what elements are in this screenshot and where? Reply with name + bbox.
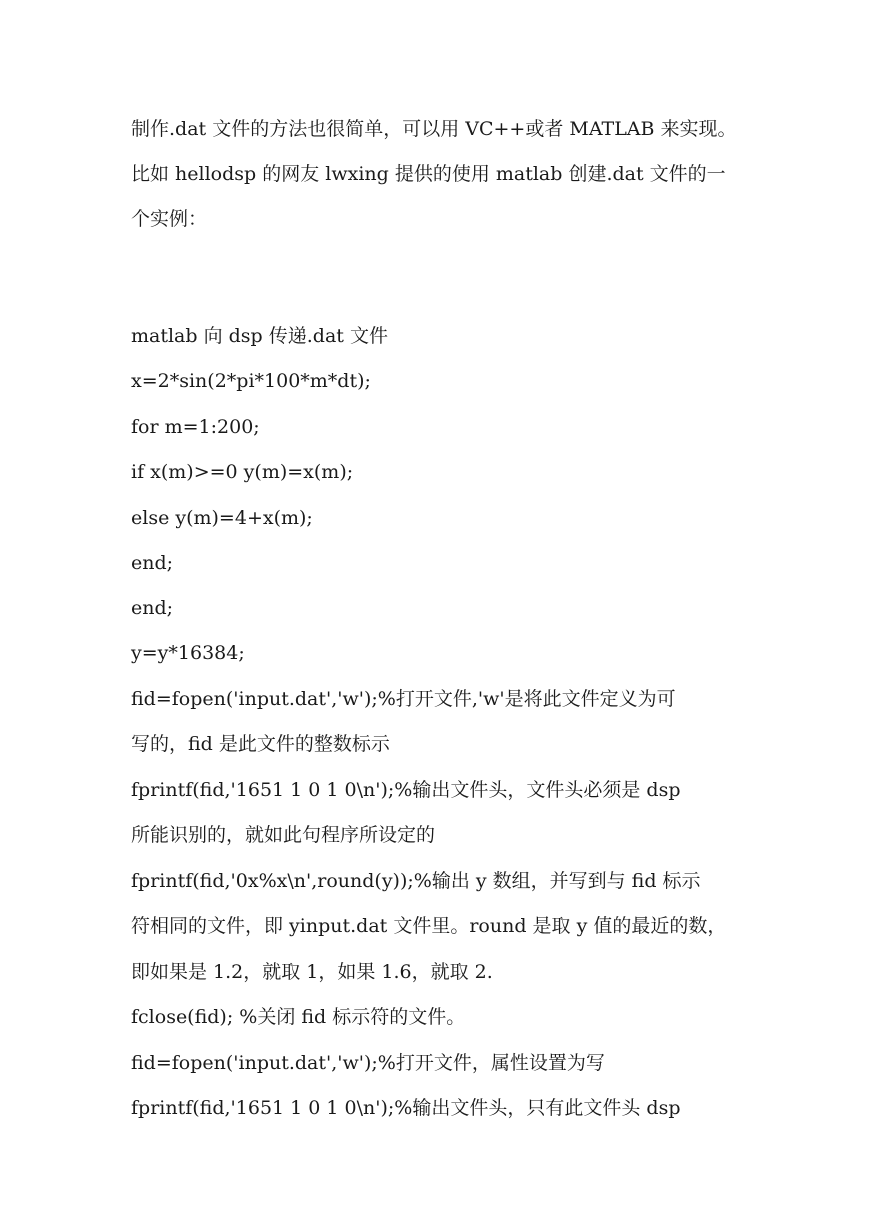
code-line: fprintf(fid,'1651 1 0 1 0\n');%输出文件头，文件头必须是 dsp	[131, 779, 681, 801]
code-line: fclose(fid); %关闭 fid 标示符的文件。	[131, 1006, 466, 1028]
text-line: 所能识别的，就如此句程序所设定的	[131, 824, 436, 846]
code-line: y=y*16384;	[131, 642, 245, 664]
text-line: 个实例：	[131, 208, 208, 230]
code-line: fid=fopen('input.dat','w');%打开文件，属性设置为写	[131, 1052, 605, 1074]
text-line: 即如果是 1.2，就取 1，如果 1.6，就取 2.	[131, 961, 493, 983]
code-line: x=2*sin(2*pi*100*m*dt);	[131, 370, 371, 392]
code-line: fid=fopen('input.dat','w');%打开文件,'w'是将此文件定义为可	[131, 688, 676, 710]
code-line: fprintf(fid,'0x%x\n',round(y));%输出 y 数组，并写到与 fid 标示	[131, 870, 701, 892]
code-line: if x(m)>=0 y(m)=x(m);	[131, 461, 354, 483]
text-line: 制作.dat 文件的方法也很简单，可以用 VC++或者 MATLAB 来实现。	[131, 118, 737, 140]
code-line: end;	[131, 552, 174, 574]
text-line: 比如 hellodsp 的网友 lwxing 提供的使用 matlab 创建.dat 文件的一	[131, 163, 726, 185]
text-line: 写的，fid 是此文件的整数标示	[131, 733, 390, 755]
code-line: for m=1:200;	[131, 416, 260, 438]
code-line: end;	[131, 597, 174, 619]
text-line: 符相同的文件，即 yinput.dat 文件里。round 是取 y 值的最近的数，	[131, 915, 727, 937]
text-line: matlab 向 dsp 传递.dat 文件	[131, 325, 388, 347]
code-line: else y(m)=4+x(m);	[131, 507, 313, 529]
code-line: fprintf(fid,'1651 1 0 1 0\n');%输出文件头，只有此文件头 dsp	[131, 1097, 681, 1119]
